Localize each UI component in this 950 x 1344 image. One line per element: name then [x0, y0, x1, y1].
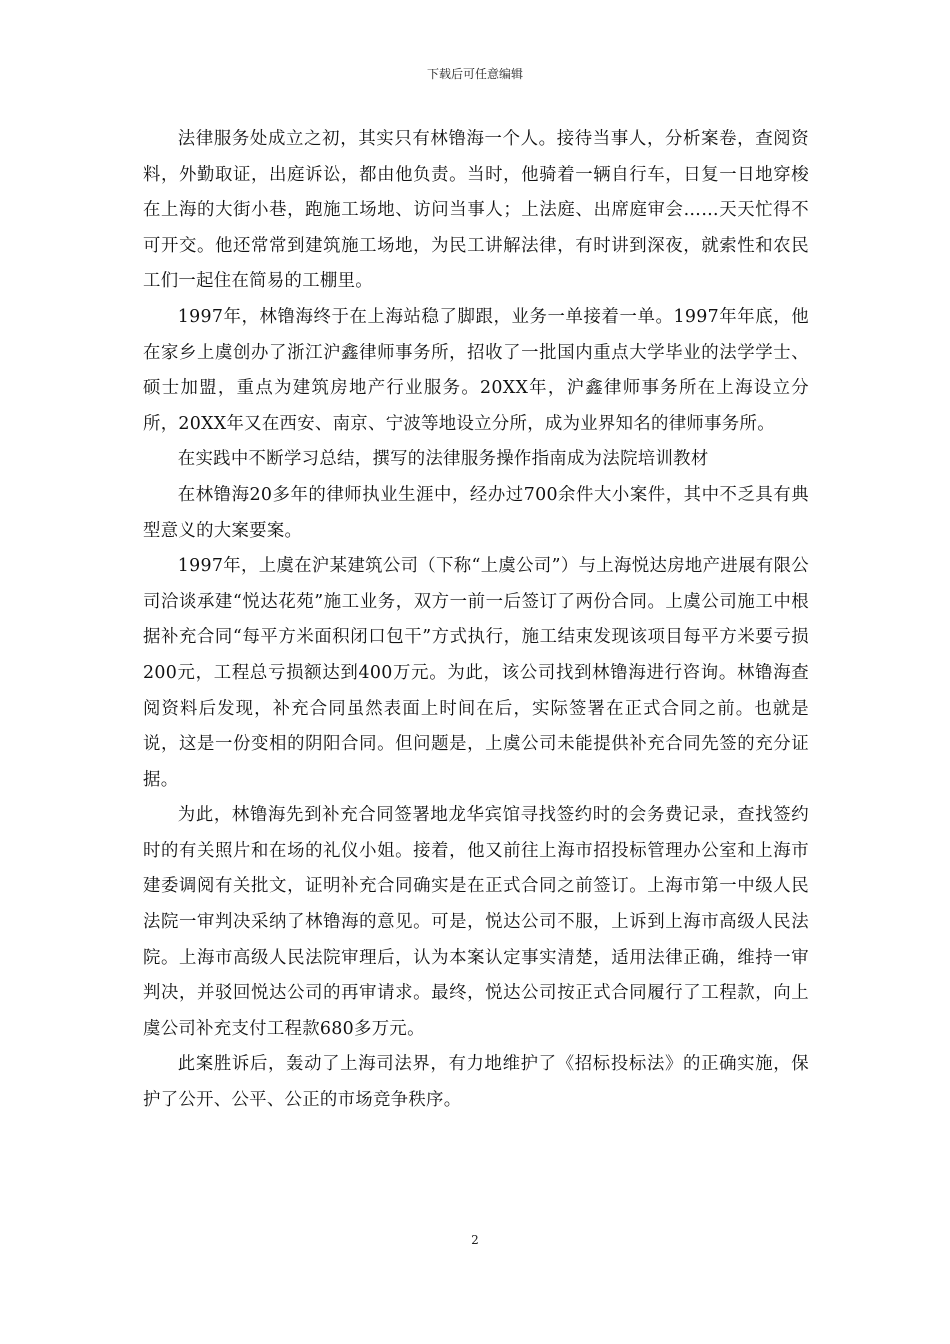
- paragraph: 1997年，上虞在沪某建筑公司（下称“上虞公司”）与上海悦达房地产进展有限公司洽谈承建“悦达花苑”施工业务，双方一前一后签订了两份合同。上虞公司施工中根据补充合同“每平方米面积闭口包干”方式执行，施工结束发现该项目每平方米要亏损200元，工程总亏损额达到400万元。为此，该公司找到林镥海进行咨询。林镥海查阅资料后发现，补充合同虽然表面上时间在后，实际签署在正式合同之前。也就是说，这是一份变相的阴阳合同。但问题是，上虞公司未能提供补充合同先签的充分证据。: [143, 556, 809, 790]
- paragraph: 为此，林镥海先到补充合同签署地龙华宾馆寻找签约时的会务费记录，查找签约时的有关照片和在场的礼仪小姐。接着，他又前往上海市招投标管理办公室和上海市建委调阅有关批文，证明补充合同确实是在正式合同之前签订。上海市第一中级人民法院一审判决采纳了林镥海的意见。可是，悦达公司不服，上诉到上海市高级人民法院。上海市高级人民法院审理后，认为本案认定事实清楚，适用法律正确，维持一审判决，并驳回悦达公司的再审请求。最终，悦达公司按正式合同履行了工程款，向上虞公司补充支付工程款680多万元。: [143, 805, 809, 1039]
- paragraph: 此案胜诉后，轰动了上海司法界，有力地维护了《招标投标法》的正确实施，保护了公开、公平、公正的市场竞争秩序。: [143, 1054, 809, 1111]
- page-number: 2: [471, 1233, 479, 1247]
- paragraph: 1997年，林镥海终于在上海站稳了脚跟，业务一单接着一单。1997年年底，他在家乡上虞创办了浙江沪鑫律师事务所，招收了一批国内重点大学毕业的法学学士、硕士加盟，重点为建筑房地产行业服务。20XX年，沪鑫律师事务所在上海设立分所，20XX年又在西安、南京、宁波等地设立分所，成为业界知名的律师事务所。: [143, 306, 809, 434]
- page-header: 下载后可任意编辑: [426, 67, 523, 81]
- document-body: [143, 122, 809, 1119]
- paragraph: 在林镥海20多年的律师执业生涯中，经办过700余件大小案件，其中不乏具有典型意义的大案要案。: [143, 484, 809, 541]
- paragraph: 法律服务处成立之初，其实只有林镥海一个人。接待当事人，分析案卷，查阅资料，外勤取证，出庭诉讼，都由他负责。当时，他骑着一辆自行车，日复一日地穿梭在上海的大街小巷，跑施工场地、访问当事人；上法庭、出席庭审会……天天忙得不可开交。他还常常到建筑施工场地，为民工讲解法律，有时讲到深夜，就索性和农民工们一起住在简易的工棚里。: [143, 129, 809, 292]
- paragraph: 在实践中不断学习总结，撰写的法律服务操作指南成为法院培训教材: [177, 449, 709, 470]
